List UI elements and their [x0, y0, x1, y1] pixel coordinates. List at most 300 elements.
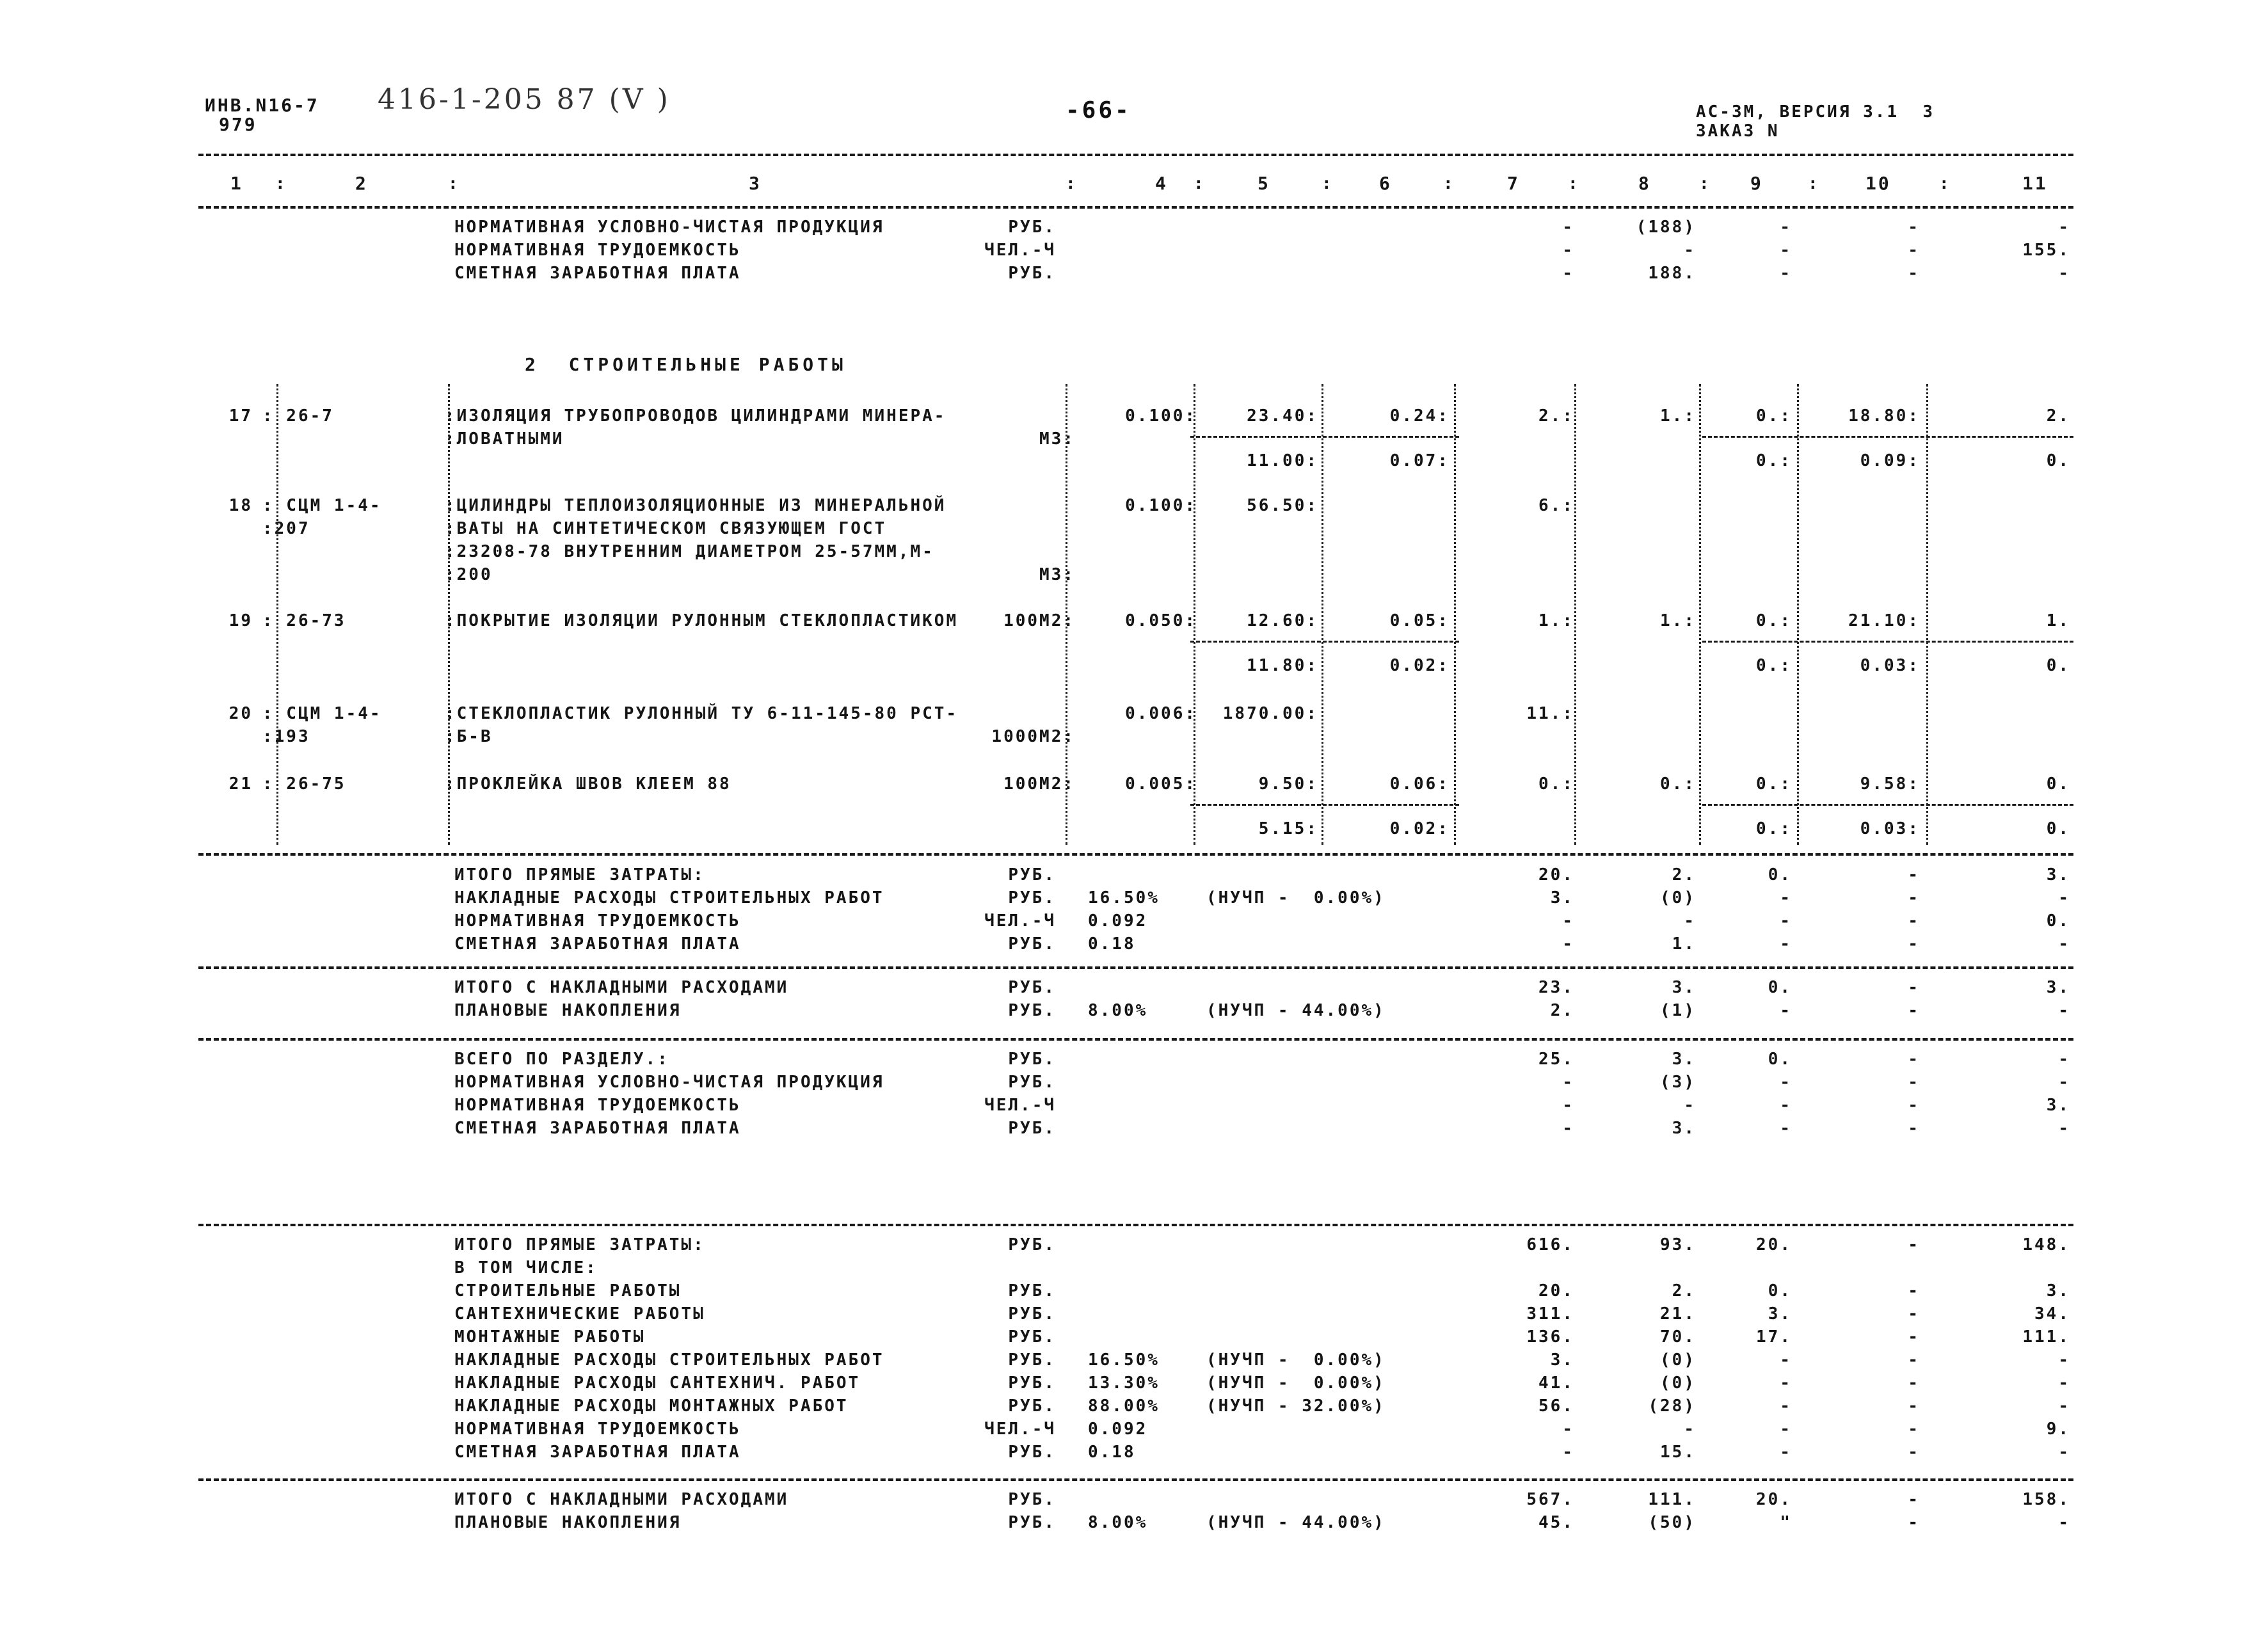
- summary-rate: 0.18: [1088, 934, 1136, 954]
- summary-label: СМЕТНАЯ ЗАРАБОТНАЯ ПЛАТА: [454, 934, 741, 954]
- summary-c8: (0): [1660, 1373, 1696, 1393]
- summary-rate: 16.50%: [1088, 888, 1160, 908]
- summary-c9: 0.: [1768, 865, 1792, 885]
- summary-unit: РУБ.: [1008, 1490, 1056, 1509]
- block2-rule: [198, 1038, 2073, 1041]
- summary-unit: РУБ.: [1008, 1327, 1056, 1347]
- summary-rate: 8.00%: [1088, 1001, 1148, 1020]
- summary-c7: 20.: [1538, 1281, 1574, 1301]
- item-quantity: 0.100:: [1125, 406, 1197, 426]
- item-split-rule: [1190, 641, 1459, 643]
- summary-c8: 3.: [1672, 978, 1696, 997]
- summary-rate: 0.18: [1088, 1443, 1136, 1462]
- summary-unit: РУБ.: [1008, 1281, 1056, 1301]
- column-header-5: 5: [1258, 173, 1270, 194]
- summary-c8: (188): [1636, 218, 1696, 237]
- item-machine: 0.:: [1756, 611, 1792, 630]
- summary-c8: 93.: [1660, 1235, 1696, 1254]
- item-description: :ПОКРЫТИЕ ИЗОЛЯЦИИ РУЛОННЫМ СТЕКЛОПЛАСТИКОМ: [445, 611, 959, 630]
- page-number: -66-: [1066, 97, 1131, 124]
- summary-c10: -: [1908, 888, 1920, 908]
- item-quantity: 0.050:: [1125, 611, 1197, 630]
- program-version: АС-3М, ВЕРСИЯ 3.1 3: [1696, 102, 1935, 122]
- summary-c9: ": [1780, 1513, 1792, 1532]
- summary-label: ПЛАНОВЫЕ НАКОПЛЕНИЯ: [454, 1001, 682, 1020]
- summary-label: СТРОИТЕЛЬНЫЕ РАБОТЫ: [454, 1281, 682, 1301]
- item-unit-price: 1870.00:: [1222, 704, 1318, 723]
- column-rule: [1574, 384, 1576, 845]
- items-bottom-rule: [198, 853, 2073, 856]
- item-sub-labor: 0.09:: [1860, 451, 1920, 470]
- summary-c11: 148.: [2022, 1235, 2070, 1254]
- item-wage-unit: 0.05:: [1389, 611, 1449, 630]
- summary-c11: -: [2058, 218, 2070, 237]
- summary-label: САНТЕХНИЧЕСКИЕ РАБОТЫ: [454, 1304, 705, 1324]
- summary-label: СМЕТНАЯ ЗАРАБОТНАЯ ПЛАТА: [454, 264, 741, 283]
- summary-rate: 8.00%: [1088, 1513, 1148, 1532]
- summary-c7: 311.: [1526, 1304, 1574, 1324]
- summary-unit: РУБ.: [1008, 264, 1056, 283]
- column-header-8: 8: [1638, 173, 1651, 194]
- item-unit: 1000М2:: [991, 727, 1075, 746]
- summary-c9: -: [1780, 1350, 1792, 1370]
- summary-c8: (0): [1660, 888, 1696, 908]
- column-rule: [1926, 384, 1928, 845]
- summary-unit: ЧЕЛ.-Ч: [984, 911, 1056, 931]
- summary-c7: -: [1562, 1420, 1574, 1439]
- item-wage-unit: 0.24:: [1389, 406, 1449, 426]
- summary-c10: -: [1908, 1397, 1920, 1416]
- summary-c7: 2.: [1550, 1001, 1574, 1020]
- summary-label: НОРМАТИВНАЯ ТРУДОЕМКОСТЬ: [454, 1420, 741, 1439]
- item-unit-price: 23.40:: [1247, 406, 1318, 426]
- summary-c10: -: [1908, 1420, 1920, 1439]
- summary-label: ВСЕГО ПО РАЗДЕЛУ.:: [454, 1050, 669, 1069]
- summary-label: СМЕТНАЯ ЗАРАБОТНАЯ ПЛАТА: [454, 1119, 741, 1138]
- item-labor-unit: 9.58:: [1860, 774, 1920, 794]
- summary-c7: -: [1562, 218, 1574, 237]
- summary-c11: 3.: [2046, 1281, 2070, 1301]
- summary-c9: 0.: [1768, 1281, 1792, 1301]
- summary-c8: (3): [1660, 1073, 1696, 1092]
- column-header-7: 7: [1507, 173, 1520, 194]
- summary-c10: -: [1908, 1235, 1920, 1254]
- summary-unit: РУБ.: [1008, 218, 1056, 237]
- item-machine: 0.:: [1756, 774, 1792, 794]
- summary-c7: -: [1562, 1096, 1574, 1115]
- block1-rule: [198, 966, 2073, 969]
- summary-note: (НУЧП - 0.00%): [1206, 888, 1386, 908]
- item-sub-machine: 0.:: [1756, 656, 1792, 675]
- item-description: :ЦИЛИНДРЫ ТЕПЛОИЗОЛЯЦИОННЫЕ ИЗ МИНЕРАЛЬНОЙ: [445, 496, 946, 515]
- summary-c7: 136.: [1526, 1327, 1574, 1347]
- summary-unit: РУБ.: [1008, 1350, 1056, 1370]
- item-sub-total: 0.: [2046, 451, 2070, 470]
- item-sub-total: 0.: [2046, 656, 2070, 675]
- item-wage-total: 1.:: [1660, 406, 1696, 426]
- column-separator: :: [1443, 174, 1455, 193]
- item-sub-price: 11.00:: [1247, 451, 1318, 470]
- column-separator: :: [1699, 174, 1711, 193]
- summary-c9: 20.: [1756, 1235, 1792, 1254]
- column-separator: :: [1808, 174, 1820, 193]
- summary-label: СМЕТНАЯ ЗАРАБОТНАЯ ПЛАТА: [454, 1443, 741, 1462]
- item-machine: 0.:: [1756, 406, 1792, 426]
- summary-c10: -: [1908, 218, 1920, 237]
- summary-unit: РУБ.: [1008, 1001, 1056, 1020]
- summary-c8: 21.: [1660, 1304, 1696, 1324]
- summary-c11: 3.: [2046, 865, 2070, 885]
- summary-c7: -: [1562, 1119, 1574, 1138]
- summary-unit: ЧЕЛ.-Ч: [984, 1420, 1056, 1439]
- summary-c8: 2.: [1672, 865, 1696, 885]
- summary-c9: -: [1780, 1397, 1792, 1416]
- summary-c9: -: [1780, 911, 1792, 931]
- item-code: : СЦМ 1-4-: [262, 704, 382, 723]
- item-code: : 26-73: [262, 611, 346, 630]
- column-rule: [448, 384, 450, 845]
- summary-c10: -: [1908, 1073, 1920, 1092]
- item-number: 21: [228, 774, 253, 794]
- summary-rate: 0.092: [1088, 1420, 1148, 1439]
- summary-unit: ЧЕЛ.-Ч: [984, 1096, 1056, 1115]
- summary-c9: -: [1780, 1073, 1792, 1092]
- summary-c8: (50): [1648, 1513, 1696, 1532]
- item-code: : СЦМ 1-4-: [262, 496, 382, 515]
- summary-c8: -: [1684, 241, 1696, 260]
- summary-unit: РУБ.: [1008, 1513, 1056, 1532]
- header-top-rule: [198, 154, 2073, 156]
- item-labor-unit: 21.10:: [1848, 611, 1920, 630]
- summary-c10: -: [1908, 1443, 1920, 1462]
- summary-c11: 111.: [2022, 1327, 2070, 1347]
- summary-c10: -: [1908, 1096, 1920, 1115]
- summary-c11: -: [2058, 888, 2070, 908]
- summary-c7: -: [1562, 264, 1574, 283]
- column-rule: [1454, 384, 1456, 845]
- summary-label: ИТОГО ПРЯМЫЕ ЗАТРАТЫ:: [454, 1235, 705, 1254]
- summary-c8: -: [1684, 1096, 1696, 1115]
- column-separator: :: [1568, 174, 1580, 193]
- summary-c7: 41.: [1538, 1373, 1574, 1393]
- summary-unit: РУБ.: [1008, 1443, 1056, 1462]
- summary-c11: -: [2058, 934, 2070, 954]
- item-labor-total: 0.: [2046, 774, 2070, 794]
- summary-c7: -: [1562, 241, 1574, 260]
- item-labor-total: 1.: [2046, 611, 2070, 630]
- item-code: : 26-75: [262, 774, 346, 794]
- summary-c9: -: [1780, 888, 1792, 908]
- summary-c10: -: [1908, 1490, 1920, 1509]
- item-number: 17: [228, 406, 253, 426]
- item-unit-price: 56.50:: [1247, 496, 1318, 515]
- summary-note: (НУЧП - 44.00%): [1206, 1513, 1386, 1532]
- summary-c9: -: [1780, 1443, 1792, 1462]
- summary-c9: -: [1780, 1373, 1792, 1393]
- item-quantity: 0.005:: [1125, 774, 1197, 794]
- summary-c8: (1): [1660, 1001, 1696, 1020]
- summary-label: НОРМАТИВНАЯ ТРУДОЕМКОСТЬ: [454, 1096, 741, 1115]
- item-labor-unit: 18.80:: [1848, 406, 1920, 426]
- summary-c9: -: [1780, 264, 1792, 283]
- summary-c10: -: [1908, 1281, 1920, 1301]
- header-bottom-rule: [198, 206, 2073, 209]
- summary-unit: РУБ.: [1008, 1397, 1056, 1416]
- item-quantity: 0.006:: [1125, 704, 1197, 723]
- summary-c11: 3.: [2046, 978, 2070, 997]
- item-split-rule: [1190, 804, 1459, 806]
- summary-label: НАКЛАДНЫЕ РАСХОДЫ МОНТАЖНЫХ РАБОТ: [454, 1397, 849, 1416]
- column-header-9: 9: [1750, 173, 1763, 194]
- summary-c7: 20.: [1538, 865, 1574, 885]
- summary-c8: (0): [1660, 1350, 1696, 1370]
- item-sub-wage: 0.07:: [1389, 451, 1449, 470]
- item-code-line2: :207: [262, 519, 310, 538]
- summary-c10: -: [1908, 1119, 1920, 1138]
- summary-c7: 3.: [1550, 1350, 1574, 1370]
- summary-note: (НУЧП - 32.00%): [1206, 1397, 1386, 1416]
- column-header-10: 10: [1865, 173, 1891, 194]
- summary-label: ПЛАНОВЫЕ НАКОПЛЕНИЯ: [454, 1513, 682, 1532]
- summary-c8: 1.: [1672, 934, 1696, 954]
- summary-c11: -: [2058, 1373, 2070, 1393]
- summary-c10: -: [1908, 1304, 1920, 1324]
- summary-label: НОРМАТИВНАЯ УСЛОВНО-ЧИСТАЯ ПРОДУКЦИЯ: [454, 1073, 884, 1092]
- column-rule: [1194, 384, 1195, 845]
- item-split-rule: [1702, 641, 2073, 643]
- summary-c7: 23.: [1538, 978, 1574, 997]
- item-total: 6.:: [1538, 496, 1574, 515]
- item-unit-price: 9.50:: [1258, 774, 1318, 794]
- column-rule: [1797, 384, 1799, 845]
- summary-c11: 3.: [2046, 1096, 2070, 1115]
- summary-c11: 9.: [2046, 1420, 2070, 1439]
- summary-c8: 3.: [1672, 1050, 1696, 1069]
- summary-c11: -: [2058, 1001, 2070, 1020]
- summary-c7: 45.: [1538, 1513, 1574, 1532]
- summary-c9: -: [1780, 1001, 1792, 1020]
- summary-c7: -: [1562, 1073, 1574, 1092]
- item-sub-price: 5.15:: [1258, 819, 1318, 838]
- item-sub-labor: 0.03:: [1860, 819, 1920, 838]
- column-rule: [1699, 384, 1701, 845]
- item-split-rule: [1190, 436, 1459, 438]
- column-separator: :: [1322, 174, 1334, 193]
- summary-c11: -: [2058, 1119, 2070, 1138]
- summary-label: НАКЛАДНЫЕ РАСХОДЫ САНТЕХНИЧ. РАБОТ: [454, 1373, 861, 1393]
- summary-c7: 616.: [1526, 1235, 1574, 1254]
- item-unit: М3:: [1039, 565, 1075, 584]
- summary-c9: 20.: [1756, 1490, 1792, 1509]
- item-description: :ВАТЫ НА СИНТЕТИЧЕСКОМ СВЯЗУЮЩЕМ ГОСТ: [445, 519, 887, 538]
- summary-c7: 56.: [1538, 1397, 1574, 1416]
- item-number: 18: [228, 496, 253, 515]
- summary-c10: -: [1908, 911, 1920, 931]
- item-quantity: 0.100:: [1125, 496, 1197, 515]
- item-number: 19: [228, 611, 253, 630]
- column-header-6: 6: [1379, 173, 1392, 194]
- summary-label: МОНТАЖНЫЕ РАБОТЫ: [454, 1327, 646, 1347]
- item-sub-price: 11.80:: [1247, 656, 1318, 675]
- item-description: :СТЕКЛОПЛАСТИК РУЛОННЫЙ ТУ 6-11-145-80 РСТ-: [445, 704, 959, 723]
- summary-unit: РУБ.: [1008, 1304, 1056, 1324]
- column-separator: :: [275, 174, 287, 193]
- summary-unit: РУБ.: [1008, 1235, 1056, 1254]
- item-sub-wage: 0.02:: [1389, 656, 1449, 675]
- inventory-number: ИНВ.N16-7: [205, 95, 319, 116]
- column-header-2: 2: [355, 173, 368, 194]
- summary-c9: -: [1780, 218, 1792, 237]
- summary-c8: 2.: [1672, 1281, 1696, 1301]
- summary-c9: -: [1780, 1119, 1792, 1138]
- summary-c8: -: [1684, 911, 1696, 931]
- summary-c8: 70.: [1660, 1327, 1696, 1347]
- summary-label: В ТОМ ЧИСЛЕ:: [454, 1258, 598, 1277]
- summary-c9: 3.: [1768, 1304, 1792, 1324]
- section-title: 2 СТРОИТЕЛЬНЫЕ РАБОТЫ: [525, 354, 847, 375]
- item-code: : 26-7: [262, 406, 334, 426]
- summary-c10: -: [1908, 1350, 1920, 1370]
- summary-c7: 567.: [1526, 1490, 1574, 1509]
- column-rule: [1066, 384, 1067, 845]
- summary-unit: РУБ.: [1008, 865, 1056, 885]
- summary-c8: 188.: [1648, 264, 1696, 283]
- summary-c11: -: [2058, 1443, 2070, 1462]
- column-header-4: 4: [1155, 173, 1168, 194]
- summary-rate: 16.50%: [1088, 1350, 1160, 1370]
- summary-label: НОРМАТИВНАЯ ТРУДОЕМКОСТЬ: [454, 241, 741, 260]
- summary-unit: РУБ.: [1008, 1050, 1056, 1069]
- summary-c10: -: [1908, 865, 1920, 885]
- summary-c8: (28): [1648, 1397, 1696, 1416]
- column-separator: :: [1066, 174, 1078, 193]
- item-unit: 100М2:: [1003, 611, 1075, 630]
- summary-c9: -: [1780, 241, 1792, 260]
- item-unit: 100М2:: [1003, 774, 1075, 794]
- summary-unit: ЧЕЛ.-Ч: [984, 241, 1056, 260]
- summary-label: НАКЛАДНЫЕ РАСХОДЫ СТРОИТЕЛЬНЫХ РАБОТ: [454, 888, 884, 908]
- summary-unit: РУБ.: [1008, 1373, 1056, 1393]
- summary-rate: 88.00%: [1088, 1397, 1160, 1416]
- summary-unit: РУБ.: [1008, 888, 1056, 908]
- summary-rate: 0.092: [1088, 911, 1148, 931]
- summary-c9: 17.: [1756, 1327, 1792, 1347]
- item-split-rule: [1702, 436, 2073, 438]
- summary-c9: -: [1780, 934, 1792, 954]
- column-header-1: 1: [230, 173, 243, 194]
- item-description: :ЛОВАТНЫМИ: [445, 429, 564, 449]
- item-split-rule: [1702, 804, 2073, 806]
- handwritten-project-code: 416-1-205 87 (V ): [378, 83, 671, 116]
- column-header-3: 3: [749, 173, 762, 194]
- summary-c11: -: [2058, 1350, 2070, 1370]
- summary-c11: -: [2058, 1397, 2070, 1416]
- summary-c9: 0.: [1768, 978, 1792, 997]
- item-description: :ИЗОЛЯЦИЯ ТРУБОПРОВОДОВ ЦИЛИНДРАМИ МИНЕРА-: [445, 406, 946, 426]
- summary-c10: -: [1908, 1373, 1920, 1393]
- item-sub-machine: 0.:: [1756, 451, 1792, 470]
- summary-unit: РУБ.: [1008, 1119, 1056, 1138]
- item-total: 2.:: [1538, 406, 1574, 426]
- summary-label: ИТОГО ПРЯМЫЕ ЗАТРАТЫ:: [454, 865, 705, 885]
- block4-rule: [198, 1478, 2073, 1481]
- summary-c9: 0.: [1768, 1050, 1792, 1069]
- item-description: :23208-78 ВНУТРЕННИМ ДИАМЕТРОМ 25-57ММ,М-: [445, 542, 934, 561]
- item-wage-total: 0.:: [1660, 774, 1696, 794]
- summary-c11: -: [2058, 264, 2070, 283]
- item-total: 0.:: [1538, 774, 1574, 794]
- item-description: :ПРОКЛЕЙКА ШВОВ КЛЕЕМ 88: [445, 774, 731, 794]
- summary-c9: -: [1780, 1420, 1792, 1439]
- summary-c9: -: [1780, 1096, 1792, 1115]
- summary-c8: 3.: [1672, 1119, 1696, 1138]
- summary-c7: 25.: [1538, 1050, 1574, 1069]
- item-wage-total: 1.:: [1660, 611, 1696, 630]
- inventory-suffix: 979: [219, 114, 257, 135]
- summary-c7: -: [1562, 1443, 1574, 1462]
- item-sub-machine: 0.:: [1756, 819, 1792, 838]
- item-total: 1.:: [1538, 611, 1574, 630]
- summary-c11: 158.: [2022, 1490, 2070, 1509]
- summary-c10: -: [1908, 1050, 1920, 1069]
- column-rule: [1322, 384, 1323, 845]
- item-number: 20: [228, 704, 253, 723]
- summary-c7: -: [1562, 911, 1574, 931]
- summary-note: (НУЧП - 44.00%): [1206, 1001, 1386, 1020]
- item-description: :200: [445, 565, 493, 584]
- summary-c10: -: [1908, 264, 1920, 283]
- column-header-11: 11: [2022, 173, 2048, 194]
- summary-c11: 155.: [2022, 241, 2070, 260]
- summary-label: НАКЛАДНЫЕ РАСХОДЫ СТРОИТЕЛЬНЫХ РАБОТ: [454, 1350, 884, 1370]
- summary-label: НОРМАТИВНАЯ УСЛОВНО-ЧИСТАЯ ПРОДУКЦИЯ: [454, 218, 884, 237]
- item-unit-price: 12.60:: [1247, 611, 1318, 630]
- item-description: :Б-В: [445, 727, 493, 746]
- summary-c7: -: [1562, 934, 1574, 954]
- summary-note: (НУЧП - 0.00%): [1206, 1373, 1386, 1393]
- summary-c10: -: [1908, 1001, 1920, 1020]
- item-unit: М3:: [1039, 429, 1075, 449]
- summary-c7: 3.: [1550, 888, 1574, 908]
- order-number: ЗАКАЗ N: [1696, 122, 1780, 141]
- summary-c11: 34.: [2034, 1304, 2070, 1324]
- item-total: 11.:: [1526, 704, 1574, 723]
- item-sub-wage: 0.02:: [1389, 819, 1449, 838]
- summary-c11: -: [2058, 1073, 2070, 1092]
- summary-label: НОРМАТИВНАЯ ТРУДОЕМКОСТЬ: [454, 911, 741, 931]
- item-wage-unit: 0.06:: [1389, 774, 1449, 794]
- item-sub-labor: 0.03:: [1860, 656, 1920, 675]
- summary-c10: -: [1908, 978, 1920, 997]
- summary-rate: 13.30%: [1088, 1373, 1160, 1393]
- summary-label: ИТОГО С НАКЛАДНЫМИ РАСХОДАМИ: [454, 1490, 789, 1509]
- item-sub-total: 0.: [2046, 819, 2070, 838]
- column-rule: [276, 384, 278, 845]
- column-separator: :: [1939, 174, 1951, 193]
- summary-c11: 0.: [2046, 911, 2070, 931]
- summary-c10: -: [1908, 241, 1920, 260]
- column-separator: :: [448, 174, 460, 193]
- summary-note: (НУЧП - 0.00%): [1206, 1350, 1386, 1370]
- summary-unit: РУБ.: [1008, 934, 1056, 954]
- column-separator: :: [1194, 174, 1206, 193]
- summary-unit: РУБ.: [1008, 1073, 1056, 1092]
- summary-c8: 111.: [1648, 1490, 1696, 1509]
- item-code-line2: :193: [262, 727, 310, 746]
- summary-c10: -: [1908, 1513, 1920, 1532]
- item-labor-total: 2.: [2046, 406, 2070, 426]
- summary-c11: -: [2058, 1050, 2070, 1069]
